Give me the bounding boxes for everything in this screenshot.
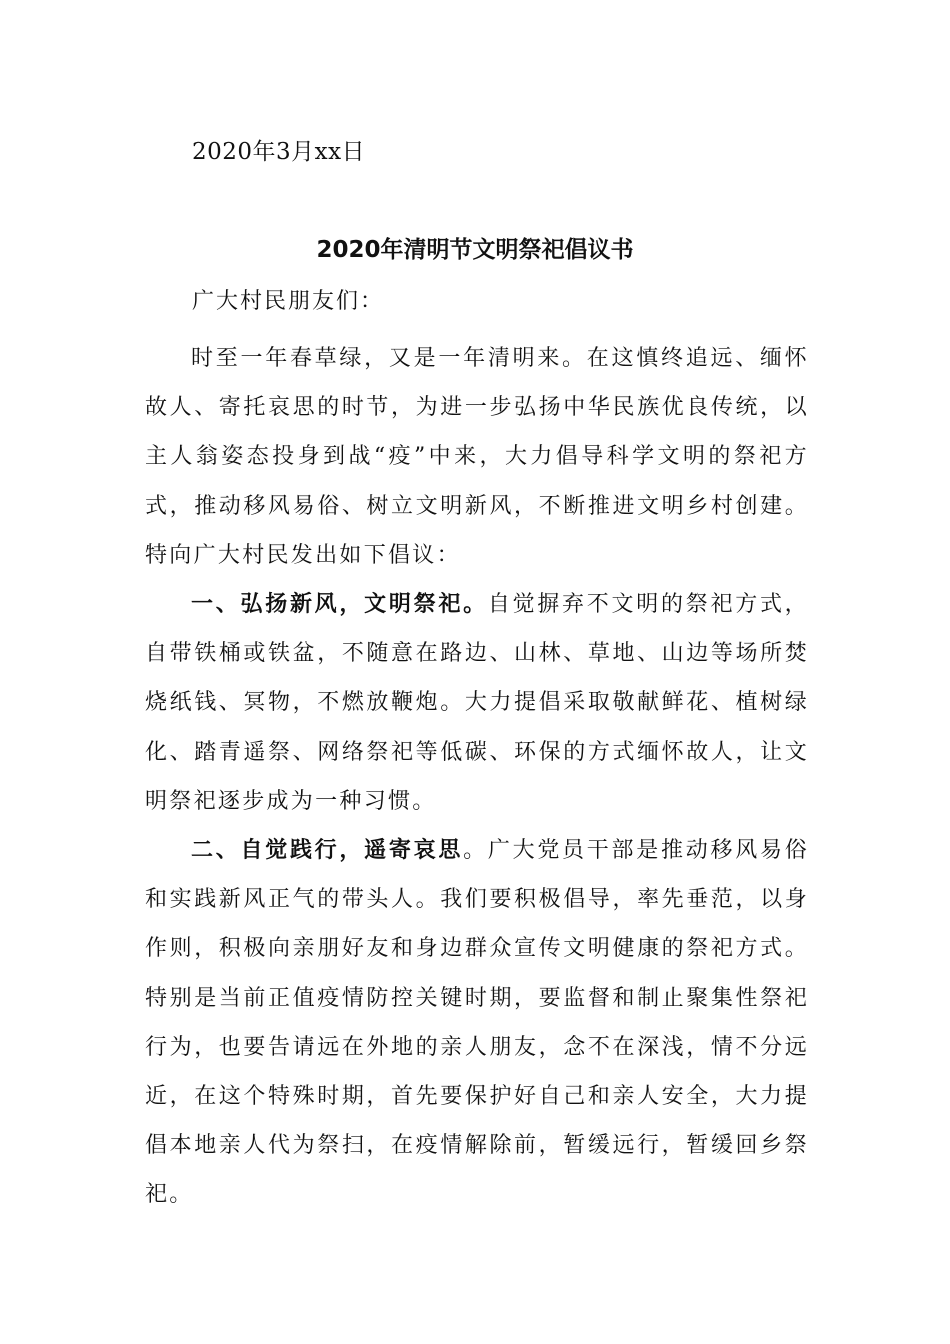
- paragraph-text: 。广大党员干部是推动移风易俗和实践新风正气的带头人。我们要积极倡导，率先垂范，以身作则，积极向亲朋好友和身边群众宣传文明健康的祭祀方式。特别是当前正值疫情防控关键时期，要监督和制止聚集性祭祀行为，也要告请远在外地的亲人朋友，念不在深浅，情不分远近，在这个特殊时期，首先要保护好自己和亲人安全，大力提倡本地亲人代为祭扫，在疫情解除前，暂缓远行，暂缓回乡祭祀。: [145, 838, 809, 1208]
- paragraph-intro: [145, 334, 809, 580]
- date-line: 2020年3月xx日: [192, 139, 366, 165]
- paragraph-lead: 二、自觉践行，遥寄哀思: [191, 838, 464, 864]
- paragraph-text: 自觉摒弃不文明的祭祀方式，自带铁桶或铁盆，不随意在路边、山林、草地、山边等场所焚烧纸钱、冥物，不燃放鞭炮。大力提倡采取敬献鲜花、植树绿化、踏青遥祭、网络祭祀等低碳、环保的方式缅怀故人，让文明祭祀逐步成为一种习惯。: [145, 592, 809, 814]
- paragraph-text: 时至一年春草绿，又是一年清明来。在这慎终追远、缅怀故人、寄托哀思的时节，为进一步弘扬中华民族优良传统，以主人翁姿态投身到战“疫”中来，大力倡导科学文明的祭祀方式，推动移风易俗、树立文明新风，不断推进文明乡村创建。特向广大村民发出如下倡议：: [145, 346, 809, 568]
- paragraph-proposal-2: [145, 826, 809, 1220]
- document-body: [145, 334, 809, 1220]
- document-title: 2020年清明节文明祭祀倡议书: [316, 237, 634, 263]
- salutation: 广大村民朋友们：: [192, 289, 385, 314]
- paragraph-lead: 一、弘扬新风，文明祭祀。: [191, 592, 488, 618]
- paragraph-proposal-1: [145, 580, 809, 826]
